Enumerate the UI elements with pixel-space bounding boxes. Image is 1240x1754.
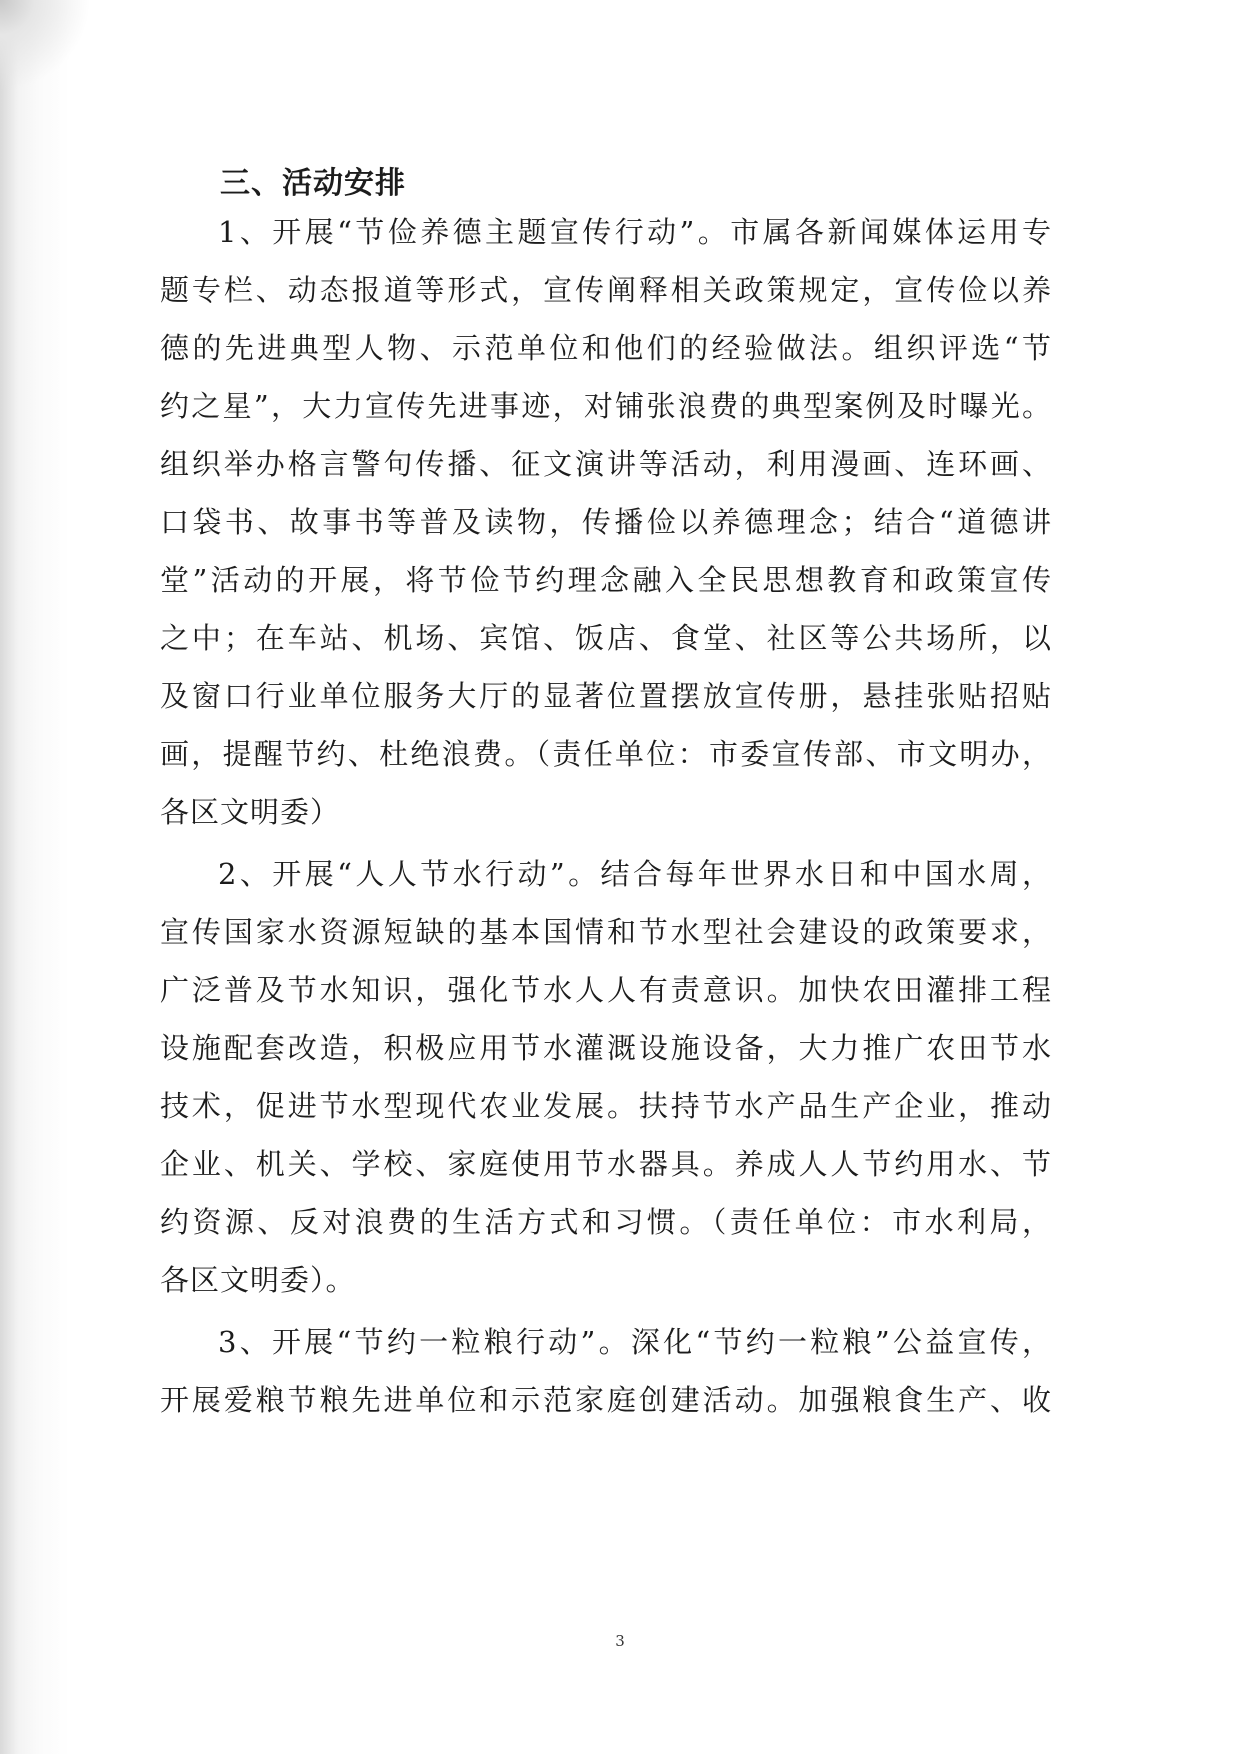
paragraph-1-line-6: 口袋书、故事书等普及读物，传播俭以养德理念；结合“道德讲 [160,505,1052,539]
paragraph-1-line-8: 之中；在车站、机场、宾馆、饭店、食堂、社区等公共场所，以 [160,621,1052,655]
scan-shadow [0,0,90,90]
paragraph-1-line-4: 约之星”，大力宣传先进事迹，对铺张浪费的典型案例及时曝光。 [160,389,1052,423]
paragraph-1-line-10: 画，提醒节约、杜绝浪费。（责任单位：市委宣传部、市文明办， [160,737,1052,771]
paragraph-1-line-7: 堂”活动的开展，将节俭节约理念融入全民思想教育和政策宣传 [160,563,1052,597]
paragraph-2-line-7: 约资源、反对浪费的生活方式和习惯。（责任单位：市水利局， [160,1205,1052,1239]
paragraph-2-line-4: 设施配套改造，积极应用节水灌溉设施设备，大力推广农田节水 [160,1031,1052,1065]
paragraph-3-line-1: 3、开展“节约一粒粮行动”。深化“节约一粒粮”公益宣传， [218,1325,1052,1359]
paragraph-2-line-8: 各区文明委）。 [160,1263,356,1297]
paragraph-2-line-6: 企业、机关、学校、家庭使用节水器具。养成人人节约用水、节 [160,1147,1052,1181]
paragraph-1-line-1: 1、开展“节俭养德主题宣传行动”。市属各新闻媒体运用专 [218,215,1052,249]
paragraph-1-line-3: 德的先进典型人物、示范单位和他们的经验做法。组织评选“节 [160,331,1052,365]
paragraph-1-line-11: 各区文明委） [160,795,341,829]
paragraph-3-line-2: 开展爱粮节粮先进单位和示范家庭创建活动。加强粮食生产、收 [160,1383,1052,1417]
paragraph-1-line-5: 组织举办格言警句传播、征文演讲等活动，利用漫画、连环画、 [160,447,1052,481]
paragraph-2-line-1: 2、开展“人人节水行动”。结合每年世界水日和中国水周， [218,857,1052,891]
paragraph-1-line-2: 题专栏、动态报道等形式，宣传阐释相关政策规定，宣传俭以养 [160,273,1052,307]
paragraph-2-line-2: 宣传国家水资源短缺的基本国情和节水型社会建设的政策要求， [160,915,1052,949]
paragraph-1-line-9: 及窗口行业单位服务大厅的显著位置摆放宣传册，悬挂张贴招贴 [160,679,1052,713]
paragraph-2-line-5: 技术，促进节水型现代农业发展。扶持节水产品生产企业，推动 [160,1089,1052,1123]
page-number: 3 [615,1632,625,1650]
paragraph-2-line-3: 广泛普及节水知识，强化节水人人有责意识。加快农田灌排工程 [160,973,1052,1007]
section-heading: 三、活动安排 [220,166,406,201]
